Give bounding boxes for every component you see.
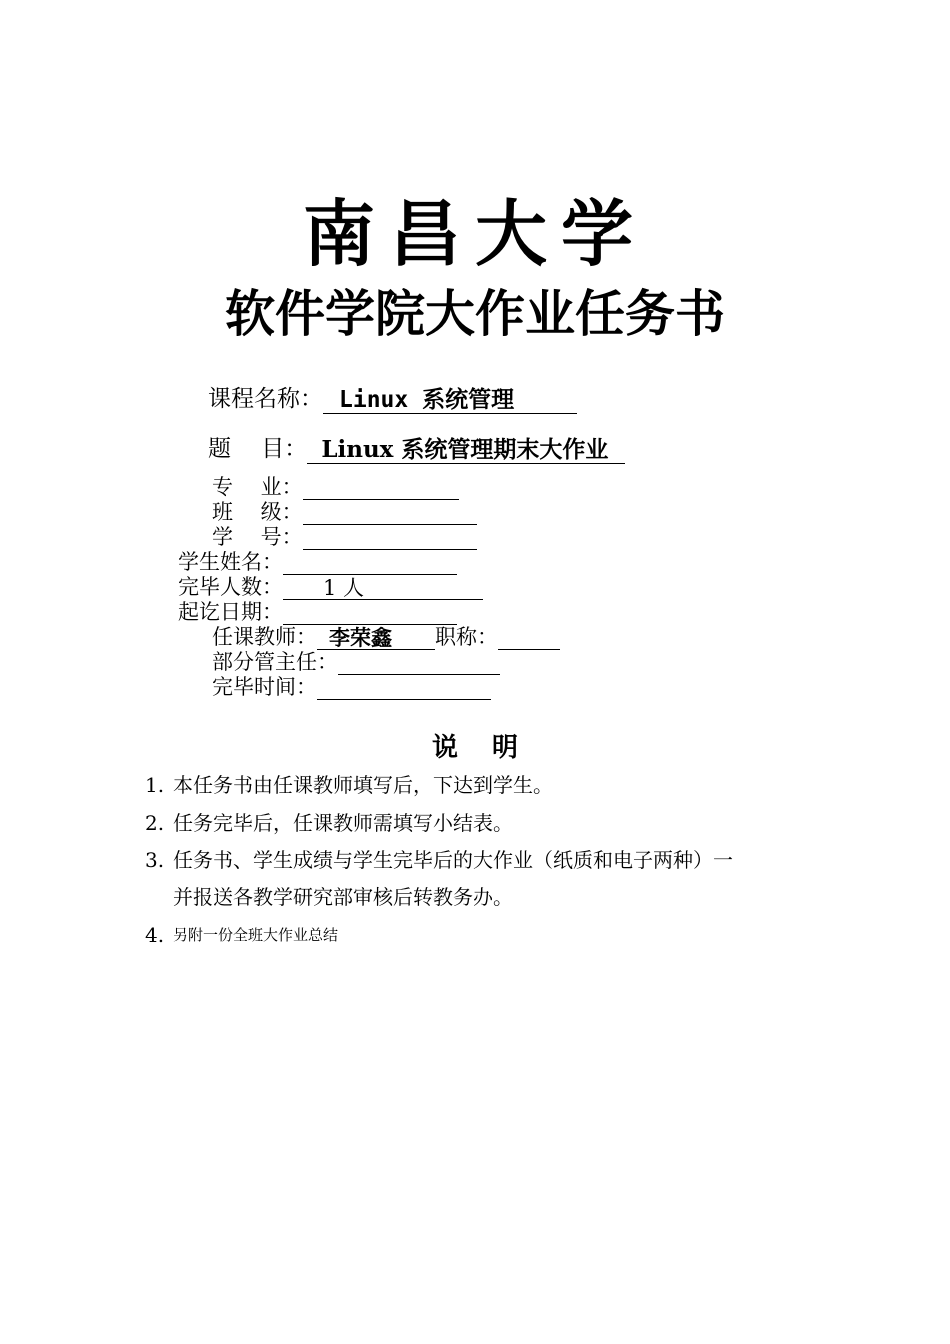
note-item <box>145 810 513 836</box>
teacher-label: 任课教师： <box>212 625 317 649</box>
dept-head-field <box>338 651 500 675</box>
document-title: 软件学院大作业任务书 <box>225 285 725 343</box>
topic-row <box>208 434 625 464</box>
note-text: 本任务书由任课教师填写后，下达到学生。 <box>173 773 553 797</box>
student-id-label: 学 号： <box>212 525 303 549</box>
student-id-row <box>212 524 477 550</box>
note-number: 3. <box>145 848 165 872</box>
notes-heading: 说明 <box>432 733 553 763</box>
major-label: 专 业： <box>212 475 303 499</box>
major-field <box>303 476 459 500</box>
dates-row <box>178 599 457 625</box>
course-label: 课程名称： <box>208 386 323 412</box>
course-row <box>208 384 577 414</box>
note-item-continuation <box>145 884 513 910</box>
title-rank-label: 职称： <box>435 625 498 649</box>
teacher-field: 李荣鑫 <box>317 626 435 650</box>
major-row <box>212 474 459 500</box>
note-item <box>145 922 338 948</box>
dept-head-row <box>212 649 500 675</box>
finish-time-field <box>317 676 491 700</box>
dates-label: 起讫日期： <box>178 600 283 624</box>
note-number: 1. <box>145 773 165 797</box>
university-logo-text: 南昌大学 <box>302 191 647 276</box>
course-field: Linux 系统管理 <box>323 386 577 414</box>
finish-time-row <box>212 674 491 700</box>
class-field <box>303 501 477 525</box>
note-text: 另附一份全班大作业总结 <box>173 926 339 944</box>
student-name-field <box>283 551 457 575</box>
count-label: 完毕人数： <box>178 575 283 599</box>
student-name-label: 学生姓名： <box>178 550 283 574</box>
note-item <box>145 772 553 798</box>
note-number: 2. <box>145 811 165 835</box>
note-text: 并报送各教学研究部审核后转教务办。 <box>173 885 513 909</box>
class-label: 班 级： <box>212 500 303 524</box>
note-text: 任务书、学生成绩与学生完毕后的大作业（纸质和电子两种）一 <box>173 848 733 872</box>
dept-head-label: 部分管主任： <box>212 650 338 674</box>
count-row <box>178 574 483 600</box>
dates-field <box>283 601 457 625</box>
topic-label: 题 目： <box>208 436 308 462</box>
count-field: 1 人 <box>283 576 483 600</box>
teacher-row <box>212 624 560 650</box>
finish-time-label: 完毕时间： <box>212 675 317 699</box>
note-item <box>145 847 733 873</box>
student-id-field <box>303 526 477 550</box>
title-rank-field <box>498 626 560 650</box>
student-name-row <box>178 549 457 575</box>
topic-field: Linux 系统管理期末大作业 <box>307 436 625 464</box>
note-text: 任务完毕后，任课教师需填写小结表。 <box>173 811 513 835</box>
note-number: 4. <box>145 923 165 947</box>
class-row <box>212 499 477 525</box>
